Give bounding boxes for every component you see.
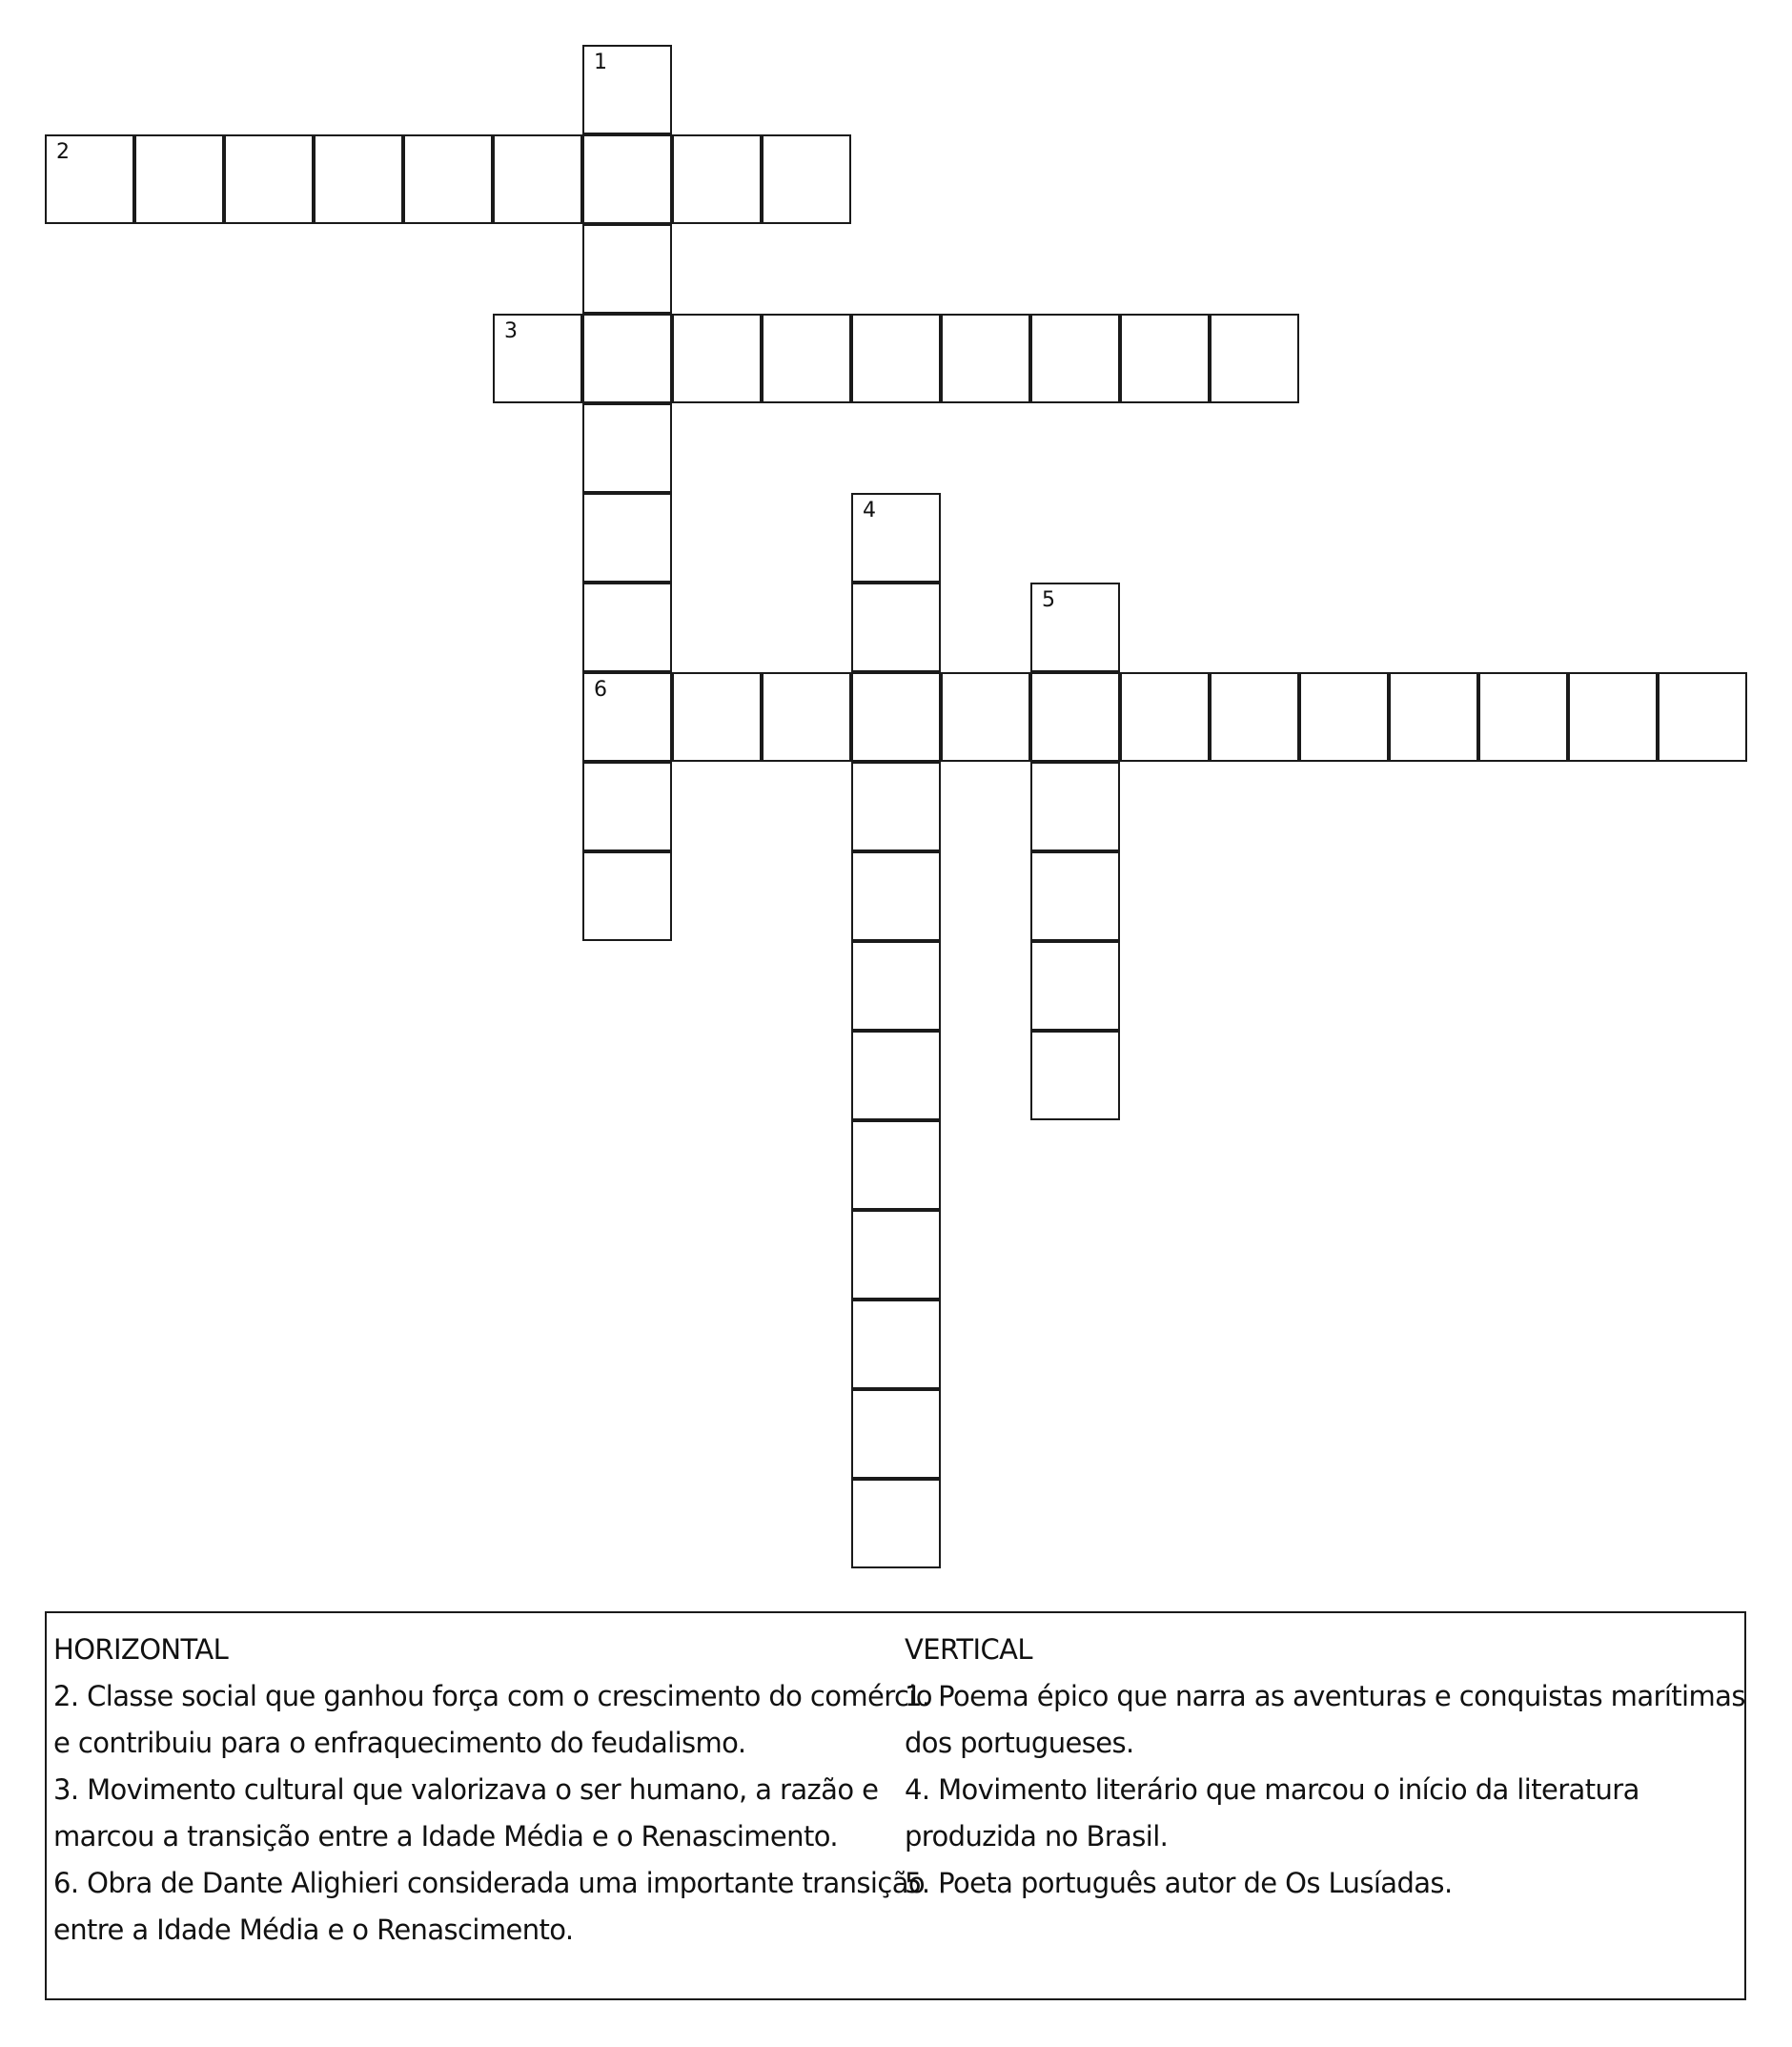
crossword-cell[interactable] — [851, 314, 941, 403]
crossword-cell[interactable] — [1120, 314, 1210, 403]
crossword-cell[interactable] — [1030, 672, 1120, 762]
clue-line: 6. Obra de Dante Alighieri considerada uma importante transição — [53, 1867, 926, 1899]
crossword-cell[interactable] — [493, 134, 582, 224]
clue-line: produzida no Brasil. — [905, 1820, 1169, 1853]
crossword-cell[interactable] — [224, 134, 314, 224]
crossword-cell[interactable] — [762, 314, 851, 403]
crossword-cell[interactable] — [851, 1479, 941, 1568]
clue-line: e contribuiu para o enfraquecimento do feudalismo. — [53, 1727, 746, 1759]
crossword-cell[interactable] — [1030, 583, 1120, 672]
crossword-cell[interactable] — [672, 672, 762, 762]
cell-number: 2 — [56, 140, 70, 164]
crossword-cell[interactable] — [582, 403, 672, 493]
crossword-cell[interactable] — [851, 1120, 941, 1210]
crossword-cell[interactable] — [851, 493, 941, 583]
crossword-cell[interactable] — [851, 672, 941, 762]
crossword-cell[interactable] — [1120, 672, 1210, 762]
crossword-cell[interactable] — [582, 583, 672, 672]
cell-number: 1 — [594, 51, 607, 74]
crossword-cell[interactable] — [493, 314, 582, 403]
crossword-cell[interactable] — [941, 314, 1030, 403]
crossword-cell[interactable] — [762, 134, 851, 224]
crossword-cell[interactable] — [851, 583, 941, 672]
horizontal-clues — [53, 1627, 932, 1954]
crossword-cell[interactable] — [941, 672, 1030, 762]
crossword-cell[interactable] — [1030, 941, 1120, 1031]
vertical-heading: VERTICAL — [905, 1633, 1032, 1666]
crossword-cell[interactable] — [582, 672, 672, 762]
crossword-cell[interactable] — [1030, 762, 1120, 851]
crossword-cell[interactable] — [45, 134, 134, 224]
clue-line: entre a Idade Média e o Renascimento. — [53, 1914, 574, 1946]
crossword-cell[interactable] — [314, 134, 403, 224]
clue-line: 2. Classe social que ganhou força com o crescimento do comércio — [53, 1680, 932, 1712]
horizontal-heading: HORIZONTAL — [53, 1633, 229, 1666]
vertical-clues — [905, 1627, 1743, 1907]
crossword-cell[interactable] — [1299, 672, 1389, 762]
clue-line: dos portugueses. — [905, 1727, 1134, 1759]
clue-line: 3. Movimento cultural que valorizava o ser humano, a razão e — [53, 1773, 879, 1806]
crossword-cell[interactable] — [134, 134, 224, 224]
crossword-cell[interactable] — [851, 1389, 941, 1479]
crossword-cell[interactable] — [672, 134, 762, 224]
cell-number: 5 — [1042, 588, 1055, 612]
crossword-cell[interactable] — [851, 941, 941, 1031]
cell-number: 4 — [863, 499, 876, 522]
crossword-cell[interactable] — [1568, 672, 1658, 762]
crossword-cell[interactable] — [582, 45, 672, 134]
crossword-cell[interactable] — [1030, 851, 1120, 941]
crossword-cell[interactable] — [851, 1031, 941, 1120]
cell-number: 6 — [594, 678, 607, 702]
crossword-cell[interactable] — [1030, 1031, 1120, 1120]
crossword-cell[interactable] — [1658, 672, 1747, 762]
crossword-cell[interactable] — [851, 1210, 941, 1300]
crossword-cell[interactable] — [582, 851, 672, 941]
clue-line: marcou a transição entre a Idade Média e o Renascimento. — [53, 1820, 838, 1853]
clue-line: 5. Poeta português autor de Os Lusíadas. — [905, 1867, 1453, 1899]
clues-box — [45, 1611, 1746, 2000]
crossword-cell[interactable] — [582, 314, 672, 403]
crossword-cell[interactable] — [1210, 672, 1299, 762]
crossword-cell[interactable] — [582, 224, 672, 314]
crossword-cell[interactable] — [1389, 672, 1478, 762]
crossword-cell[interactable] — [851, 1300, 941, 1389]
crossword-cell[interactable] — [1478, 672, 1568, 762]
crossword-cell[interactable] — [762, 672, 851, 762]
clue-line: 4. Movimento literário que marcou o início da literatura — [905, 1773, 1639, 1806]
clue-line: 1. Poema épico que narra as aventuras e conquistas marítimas — [905, 1680, 1745, 1712]
crossword-cell[interactable] — [1210, 314, 1299, 403]
crossword-cell[interactable] — [403, 134, 493, 224]
crossword-cell[interactable] — [1030, 314, 1120, 403]
crossword-cell[interactable] — [582, 762, 672, 851]
crossword-cell[interactable] — [851, 762, 941, 851]
crossword-cell[interactable] — [672, 314, 762, 403]
crossword-cell[interactable] — [851, 851, 941, 941]
crossword-cell[interactable] — [582, 134, 672, 224]
crossword-cell[interactable] — [582, 493, 672, 583]
cell-number: 3 — [504, 319, 518, 343]
